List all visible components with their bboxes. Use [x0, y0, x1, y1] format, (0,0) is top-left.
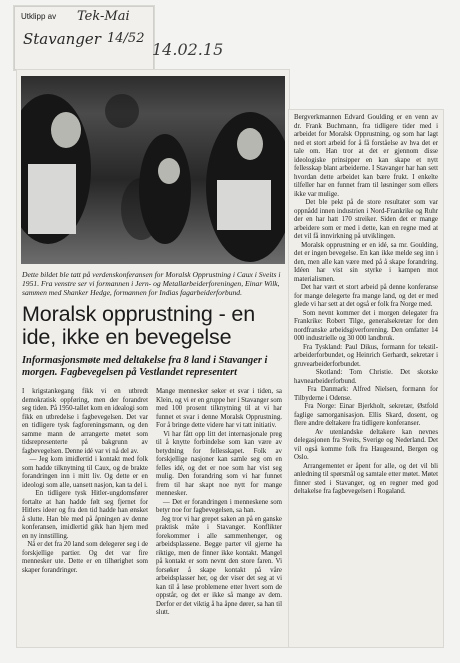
article-headline: Moralsk opprustning - en ide, ikke en bevegelse [22, 302, 256, 349]
body-column-1: I krigstankegang fikk vi en utbredt demokratisk oppføring, men der forandret seg tiden. På 1950-tallet kom en idealogi som fikk en utbredelse i fagbevegelsen. Det var en tidligere tysk fagforeningsmann, og den samme mann de arrangerte møtet som tidsrepresenterte på bakgrunn av fagbevegelsen. Denne idé var vi nå del av. — Jeg kom imidlertid i kontakt med folk som hadde tilknytning til Caux, og de brakte forandringen inn i mitt liv. Og dette er en ideologi som alle, uansett nasjon, kan ta del i. En tidligere tysk Hitler-ungdomsfører fortalte at han hadde følt seg fjernet for Hitlers ideer og fra den tid hadde han ønsket å slutte. Han ble med på åpningen av denne konferansen, imidlertid gikk han hjem med en ny innstilling. Nå er det fra 20 land som delegerer seg i de forskjellige partier. Og det var fire mennesker ute. Dette er en tilhørighet som skaper forandringer. [22, 388, 149, 574]
body-column-right: Bergverkmannen Edvard Goulding er en venn av dr. Frank Buchmann, fra tidligere tider med i arbeidet for Moralsk Opprustning, og som har lagt ned et stort arbeid for å få forståelse av hva det er tale om. Han tror at det er gjennom disse ideologiske prinsipper en kan skape et nytt fellesskap blant arbeiderne. I Stavanger har han sett hvordan dette arbeidet kan bære frukt. I enkelte tilfeller har en funnet fram til løsninger som ellers ikke var mulige. Det ble pekt på de store resultater som var oppnådd innen industrien i Nord-Frankrike og Ruhr der en har hatt 170 streiker. Siden det er mange arbeidere som er med i dette, kan en regne med at det vil få innvirkning på utviklingen. Moralsk opprustning er en idé, sa mr. Goulding, det er ingen bevegelse. En kan ikke melde seg inn i den, men alle kan være med på å skape forandring. Idéen har vist sin styrke i kampen mot materialismen. Det har vært et stort arbeid på denne konferanse for mange delegerte fra mange land, og det er med glede vi har sett at det også er folk fra Norge med. Som nevnt kommer det i morgen delegater fra Frankrike: Robert Tilge, generalsekretær for den nordfranske arbeidsgiverforening. Den omfatter 14 000 industrielle og 30 000 landbruk. Fra Tyskland: Paul Dikus, formann for tekstil-arbeiderforbundet, og Heinrich Gerhardt, sekretær i gruvearbeiderforbundet. Skotland: Tom Christie. Det skotske havnearbeiderforbund. Fra Danmark: Alfred Nielsen, formann for Tilbyderne i Odense. Fra Norge: Einar Bjerkholt, sekretær, Østfold faglige samorganisasjon. Ellis Skard, dosent, og flere andre deltakere fra tidligere konferanser. Av utenlandske deltakere kan nevnes delegasjonen fra Sveits, Sverige og Nederland. Det vil også komme folk fra Haugesund, Bergen og Oslo. Arrangementet er åpent for alle, og det vil bli anledning til spørsmål og samtale etter møtet. Møtet finner sted i Stavanger, og en regner med god deltakelse fra fagbevegelsen i Rogaland. [294, 114, 439, 495]
handwritten-place: Stavanger [23, 30, 101, 48]
article-main [17, 70, 289, 647]
handwritten-date-large: 14.02.15 [152, 40, 224, 59]
clipping-label: Utklipp av [21, 12, 57, 21]
clipping-stub [14, 6, 154, 70]
article-photo [21, 76, 285, 264]
handwritten-date-short: 14/52 [107, 31, 145, 46]
article-body-columns [22, 388, 284, 643]
body-column-2: Mange mennesker søker et svar i tiden, sa Klein, og vi er en gruppe her i Stavanger som med 100 prosent tilknytning til at vi har funnet et svar i denne Moralsk Opprustning. For å bringe dette videre har vi tatt initiativ. Vi har fått opp litt det internasjonale preg til å knytte forbindelse som kan være av betydning for fellesskapet. Folk av forskjellige nasjoner kan samle seg om en felles idé, og det er noe som har vist seg mulig. Den forandring som vi har funnet frem til har skapt noe nytt for mange mennesker. — Det er forandringen i menneskene som betyr noe for fagbevegelsen, sa han. Jeg tror vi har grepet saken an på en ganske praktisk måte i Stavanger. Konflikter forekommer i alle sammenhenger, og arbeidsplassene. Begge parter vil gjerne ha riktige, men de finner ikke kontakt. Mangel på kontakt er som nevnt den store faren. Vi forsøker å skape kontakt på våre arbeidsplasser her, og der viser det seg at vi kan til å løse problemene etter hvert som de oppstår, og det er ikke så mange av dem. Derfor er det viktig å ha åpne dører, sa han til slutt. [156, 388, 283, 616]
photo-caption: Dette bildet ble tatt på verdenskonferansen for Moralsk Opprustning i Caux i Sveits i 1951. Fra venstre ser vi formannen i Jern- og Metallarbeiderforeningen, Einar Wilk, sammen med Shanker Hedge, formannen for Indias fagarbeiderforbund. [22, 270, 281, 297]
article-continuation [289, 110, 443, 647]
handwritten-source: Tek-Mai [77, 9, 130, 24]
article-subheadline: Informasjonsmøte med deltakelse fra 8 land i Stavanger i morgen. Fagbevegelsen på Vestlandet representert [22, 355, 268, 378]
